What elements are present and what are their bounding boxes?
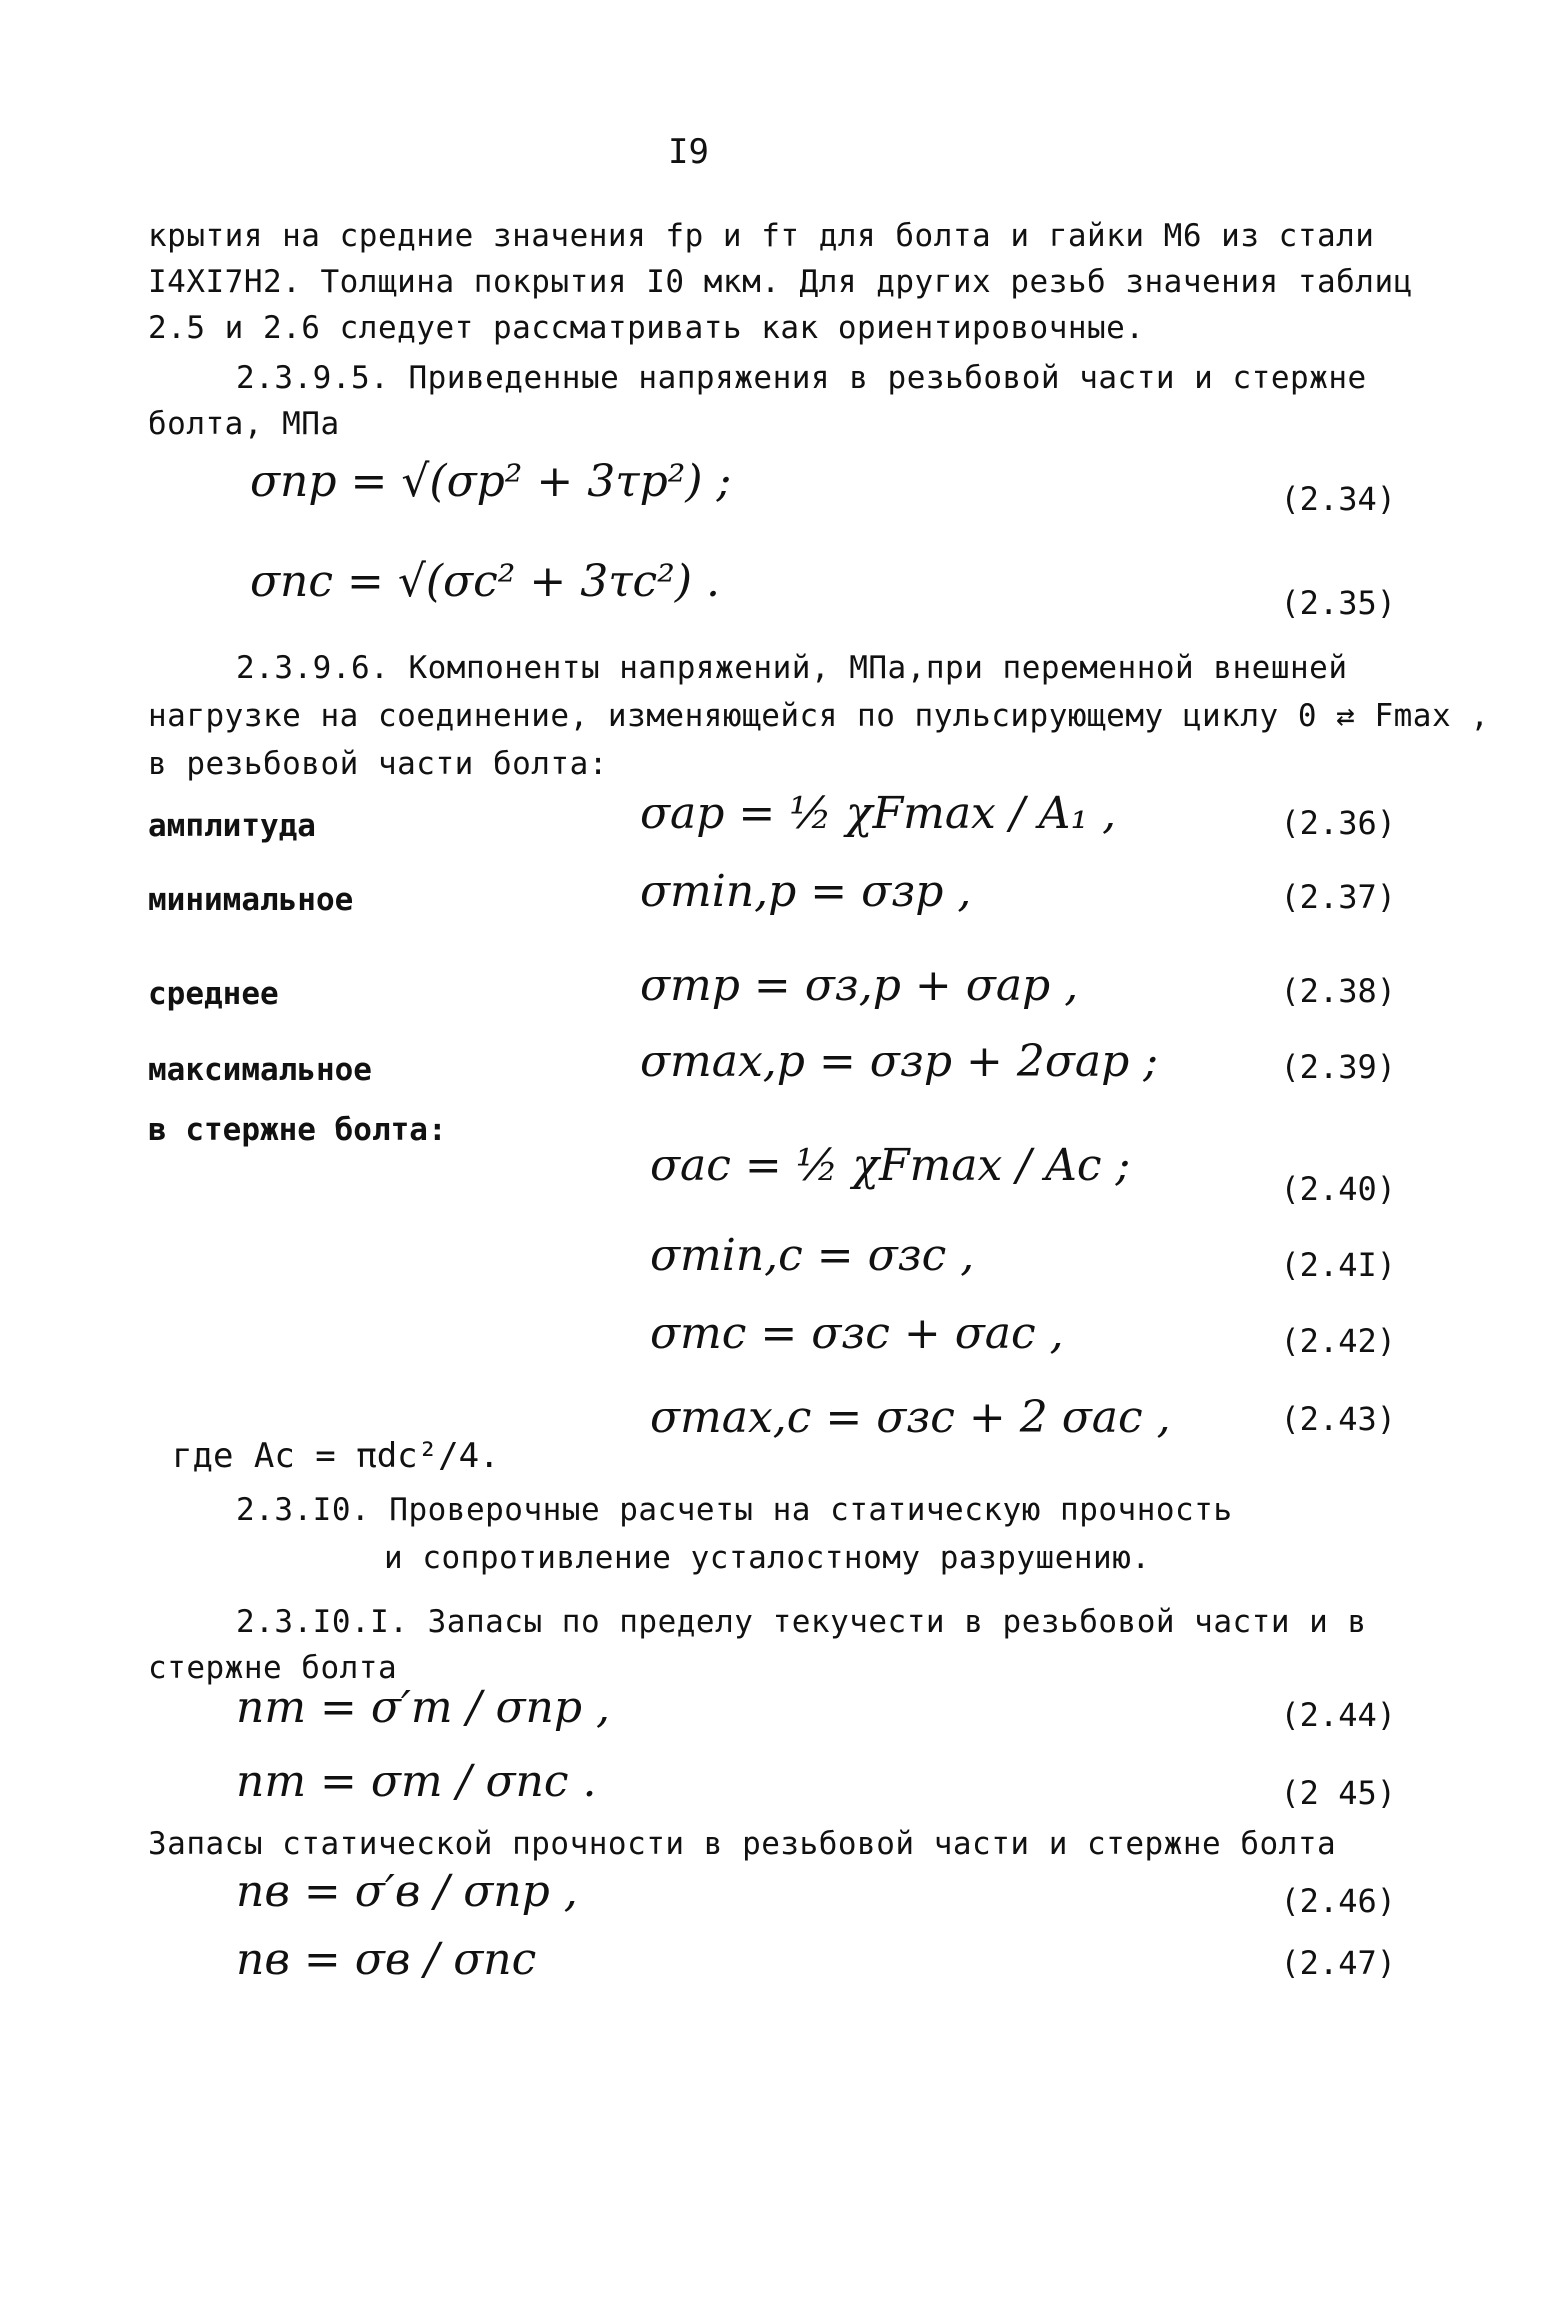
- formula-2-46: nв = σ′в / σпр ,: [236, 1866, 578, 1917]
- equation-number-2-39: (2.39): [1280, 1048, 1396, 1086]
- section-2310-heading: 2.3.I0. Проверочные расчеты на статическую прочность: [236, 1492, 1233, 1528]
- intro-line-3: 2.5 и 2.6 следует рассматривать как ориентировочные.: [148, 310, 1145, 346]
- equation-number-2-45: (2 45): [1280, 1774, 1396, 1812]
- equation-number-2-38: (2.38): [1280, 972, 1396, 1010]
- formula-2-43: σmax,с = σзс + 2 σас ,: [650, 1392, 1171, 1443]
- section-2396-heading: 2.3.9.6. Компоненты напряжений, МПа,при переменной внешней: [236, 650, 1348, 686]
- section-2310-line-2: и сопротивление усталостному разрушению.: [384, 1540, 1151, 1576]
- formula-2-34: σпр = √(σр² + 3τр²) ;: [250, 456, 732, 507]
- page-number: I9: [668, 132, 709, 172]
- equation-number-2-36: (2.36): [1280, 804, 1396, 842]
- equation-number-2-42: (2.42): [1280, 1322, 1396, 1360]
- equation-number-2-35: (2.35): [1280, 584, 1396, 622]
- formula-2-36: σар = ½ χFmax / A₁ ,: [640, 788, 1117, 839]
- intro-line-1: крытия на средние значения fp и fт для болта и гайки М6 из стали: [148, 218, 1375, 254]
- intro-line-2: I4XI7Н2. Толщина покрытия I0 мкм. Для других резьб значения таблиц: [148, 264, 1413, 300]
- formula-2-40: σас = ½ χFmax / Aс ;: [650, 1140, 1131, 1191]
- label-minimal: минимальное: [148, 882, 354, 918]
- section-2396-line-2: нагрузке на соединение, изменяющейся по пульсирующему циклу 0 ⇄ Fmax ,: [148, 698, 1490, 734]
- formula-2-44: nт = σ′т / σпр ,: [236, 1682, 610, 1733]
- equation-number-2-34: (2.34): [1280, 480, 1396, 518]
- section-2396-line-3: в резьбовой части болта:: [148, 746, 608, 782]
- label-amplitude: амплитуда: [148, 808, 316, 844]
- label-in-rod: в стержне болта:: [148, 1112, 447, 1148]
- label-maximal: максимальное: [148, 1052, 372, 1088]
- label-mean: среднее: [148, 976, 279, 1012]
- equation-number-2-44: (2.44): [1280, 1696, 1396, 1734]
- where-definition: где Aс = πdс²/4.: [172, 1436, 500, 1476]
- equation-number-2-40: (2.40): [1280, 1170, 1396, 1208]
- equation-number-2-41: (2.4I): [1280, 1246, 1396, 1284]
- section-23101-heading: 2.3.I0.I. Запасы по пределу текучести в резьбовой части и в: [236, 1604, 1367, 1640]
- static-strength-line: Запасы статической прочности в резьбовой части и стержне болта: [148, 1826, 1337, 1862]
- section-2395-line-2: болта, МПа: [148, 406, 340, 442]
- formula-2-41: σmin,с = σзс ,: [650, 1230, 975, 1281]
- equation-number-2-47: (2.47): [1280, 1944, 1396, 1982]
- section-2395-heading: 2.3.9.5. Приведенные напряжения в резьбовой части и стержне: [236, 360, 1367, 396]
- formula-2-35: σпс = √(σс² + 3τс²) .: [250, 556, 720, 607]
- formula-2-37: σmin,р = σзр ,: [640, 866, 972, 917]
- formula-2-38: σmр = σз,р + σар ,: [640, 960, 1079, 1011]
- formula-2-45: nт = σт / σпс .: [236, 1756, 597, 1807]
- formula-2-42: σmс = σзс + σас ,: [650, 1308, 1064, 1359]
- equation-number-2-46: (2.46): [1280, 1882, 1396, 1920]
- formula-2-39: σmax,р = σзр + 2σар ;: [640, 1036, 1159, 1087]
- section-23101-line-2: стержне болта: [148, 1650, 398, 1686]
- equation-number-2-43: (2.43): [1280, 1400, 1396, 1438]
- equation-number-2-37: (2.37): [1280, 878, 1396, 916]
- formula-2-47: nв = σв / σпс: [236, 1934, 537, 1985]
